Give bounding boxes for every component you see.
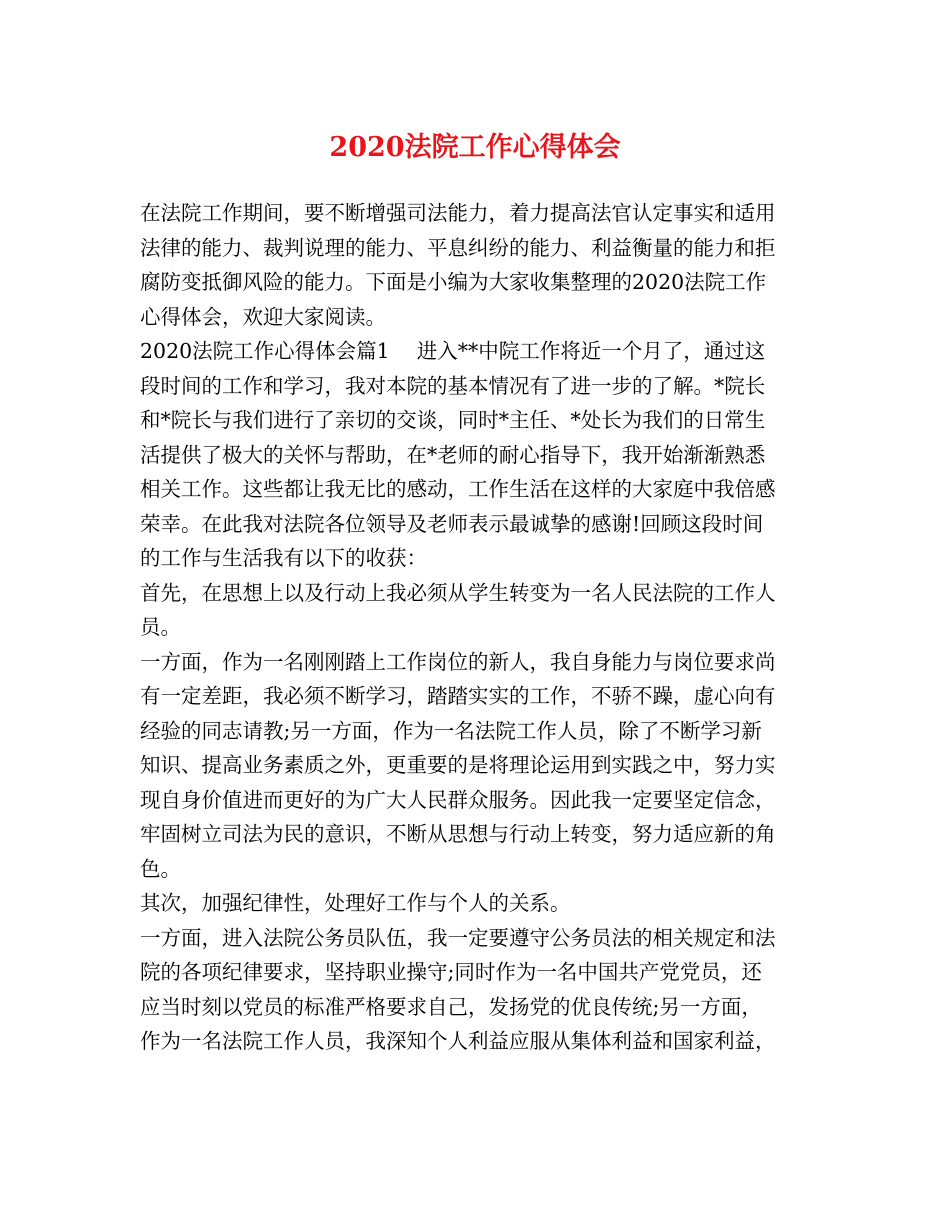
body-line: 色。 [140, 856, 181, 881]
body-line: 一方面，作为一名刚刚踏上工作岗位的新人，我自身能力与岗位要求尚 [140, 649, 776, 674]
body-line: 知识、提高业务素质之外，更重要的是将理论运用到实践之中，努力实 [140, 753, 776, 777]
document-title: 2020法院工作心得体会 [329, 132, 621, 163]
body-line: 应当时刻以党员的标准严格要求自己，发扬党的优良传统;另一方面， [140, 994, 762, 1019]
document-body [140, 196, 815, 1059]
body-line: 腐防变抵御风险的能力。下面是小编为大家收集整理的2020法院工作 [140, 270, 767, 294]
body-line: 段时间的工作和学习，我对本院的基本情况有了进一步的了解。*院长 [140, 373, 766, 398]
body-line: 员。 [140, 615, 181, 639]
body-line: 的工作与生活我有以下的收获： [140, 546, 427, 570]
body-line: 心得体会，欢迎大家阅读。 [140, 304, 386, 329]
body-line: 法律的能力、裁判说理的能力、平息纠纷的能力、利益衡量的能力和拒 [140, 235, 776, 260]
body-line: 作为一名法院工作人员，我深知个人利益应服从集体利益和国家利益， [140, 1029, 776, 1053]
body-line: 活提供了极大的关怀与帮助，在*老师的耐心指导下，我开始渐渐熟悉 [140, 442, 766, 467]
body-line: 牢固树立司法为民的意识，不断从思想与行动上转变，努力适应新的角 [140, 822, 776, 846]
body-line: 相关工作。这些都让我无比的感动，工作生活在这样的大家庭中我倍感 [140, 477, 776, 501]
body-line: 荣幸。在此我对法院各位领导及老师表示最诚挚的感谢!回顾这段时间 [140, 511, 764, 536]
body-line: 现自身价值进而更好的为广大人民群众服务。因此我一定要坚定信念， [140, 787, 776, 812]
body-line: 院的各项纪律要求，坚持职业操守;同时作为一名中国共产党党员，还 [140, 960, 762, 984]
body-line: 在法院工作期间，要不断增强司法能力，着力提高法官认定事实和适用 [140, 201, 776, 225]
body-line: 2020法院工作心得体会篇1 进入**中院工作将近一个月了，通过这 [140, 339, 766, 363]
body-line: 和*院长与我们进行了亲切的交谈，同时*主任、*处长为我们的日常生 [140, 408, 766, 432]
body-line: 一方面，进入法院公务员队伍，我一定要遵守公务员法的相关规定和法 [140, 925, 776, 950]
body-line: 有一定差距，我必须不断学习，踏踏实实的工作，不骄不躁，虚心向有 [140, 684, 776, 708]
body-line: 经验的同志请教;另一方面，作为一名法院工作人员，除了不断学习新 [140, 718, 762, 743]
body-line: 首先，在思想上以及行动上我必须从学生转变为一名人民法院的工作人 [140, 580, 776, 605]
body-line: 其次，加强纪律性，处理好工作与个人的关系。 [140, 891, 571, 915]
